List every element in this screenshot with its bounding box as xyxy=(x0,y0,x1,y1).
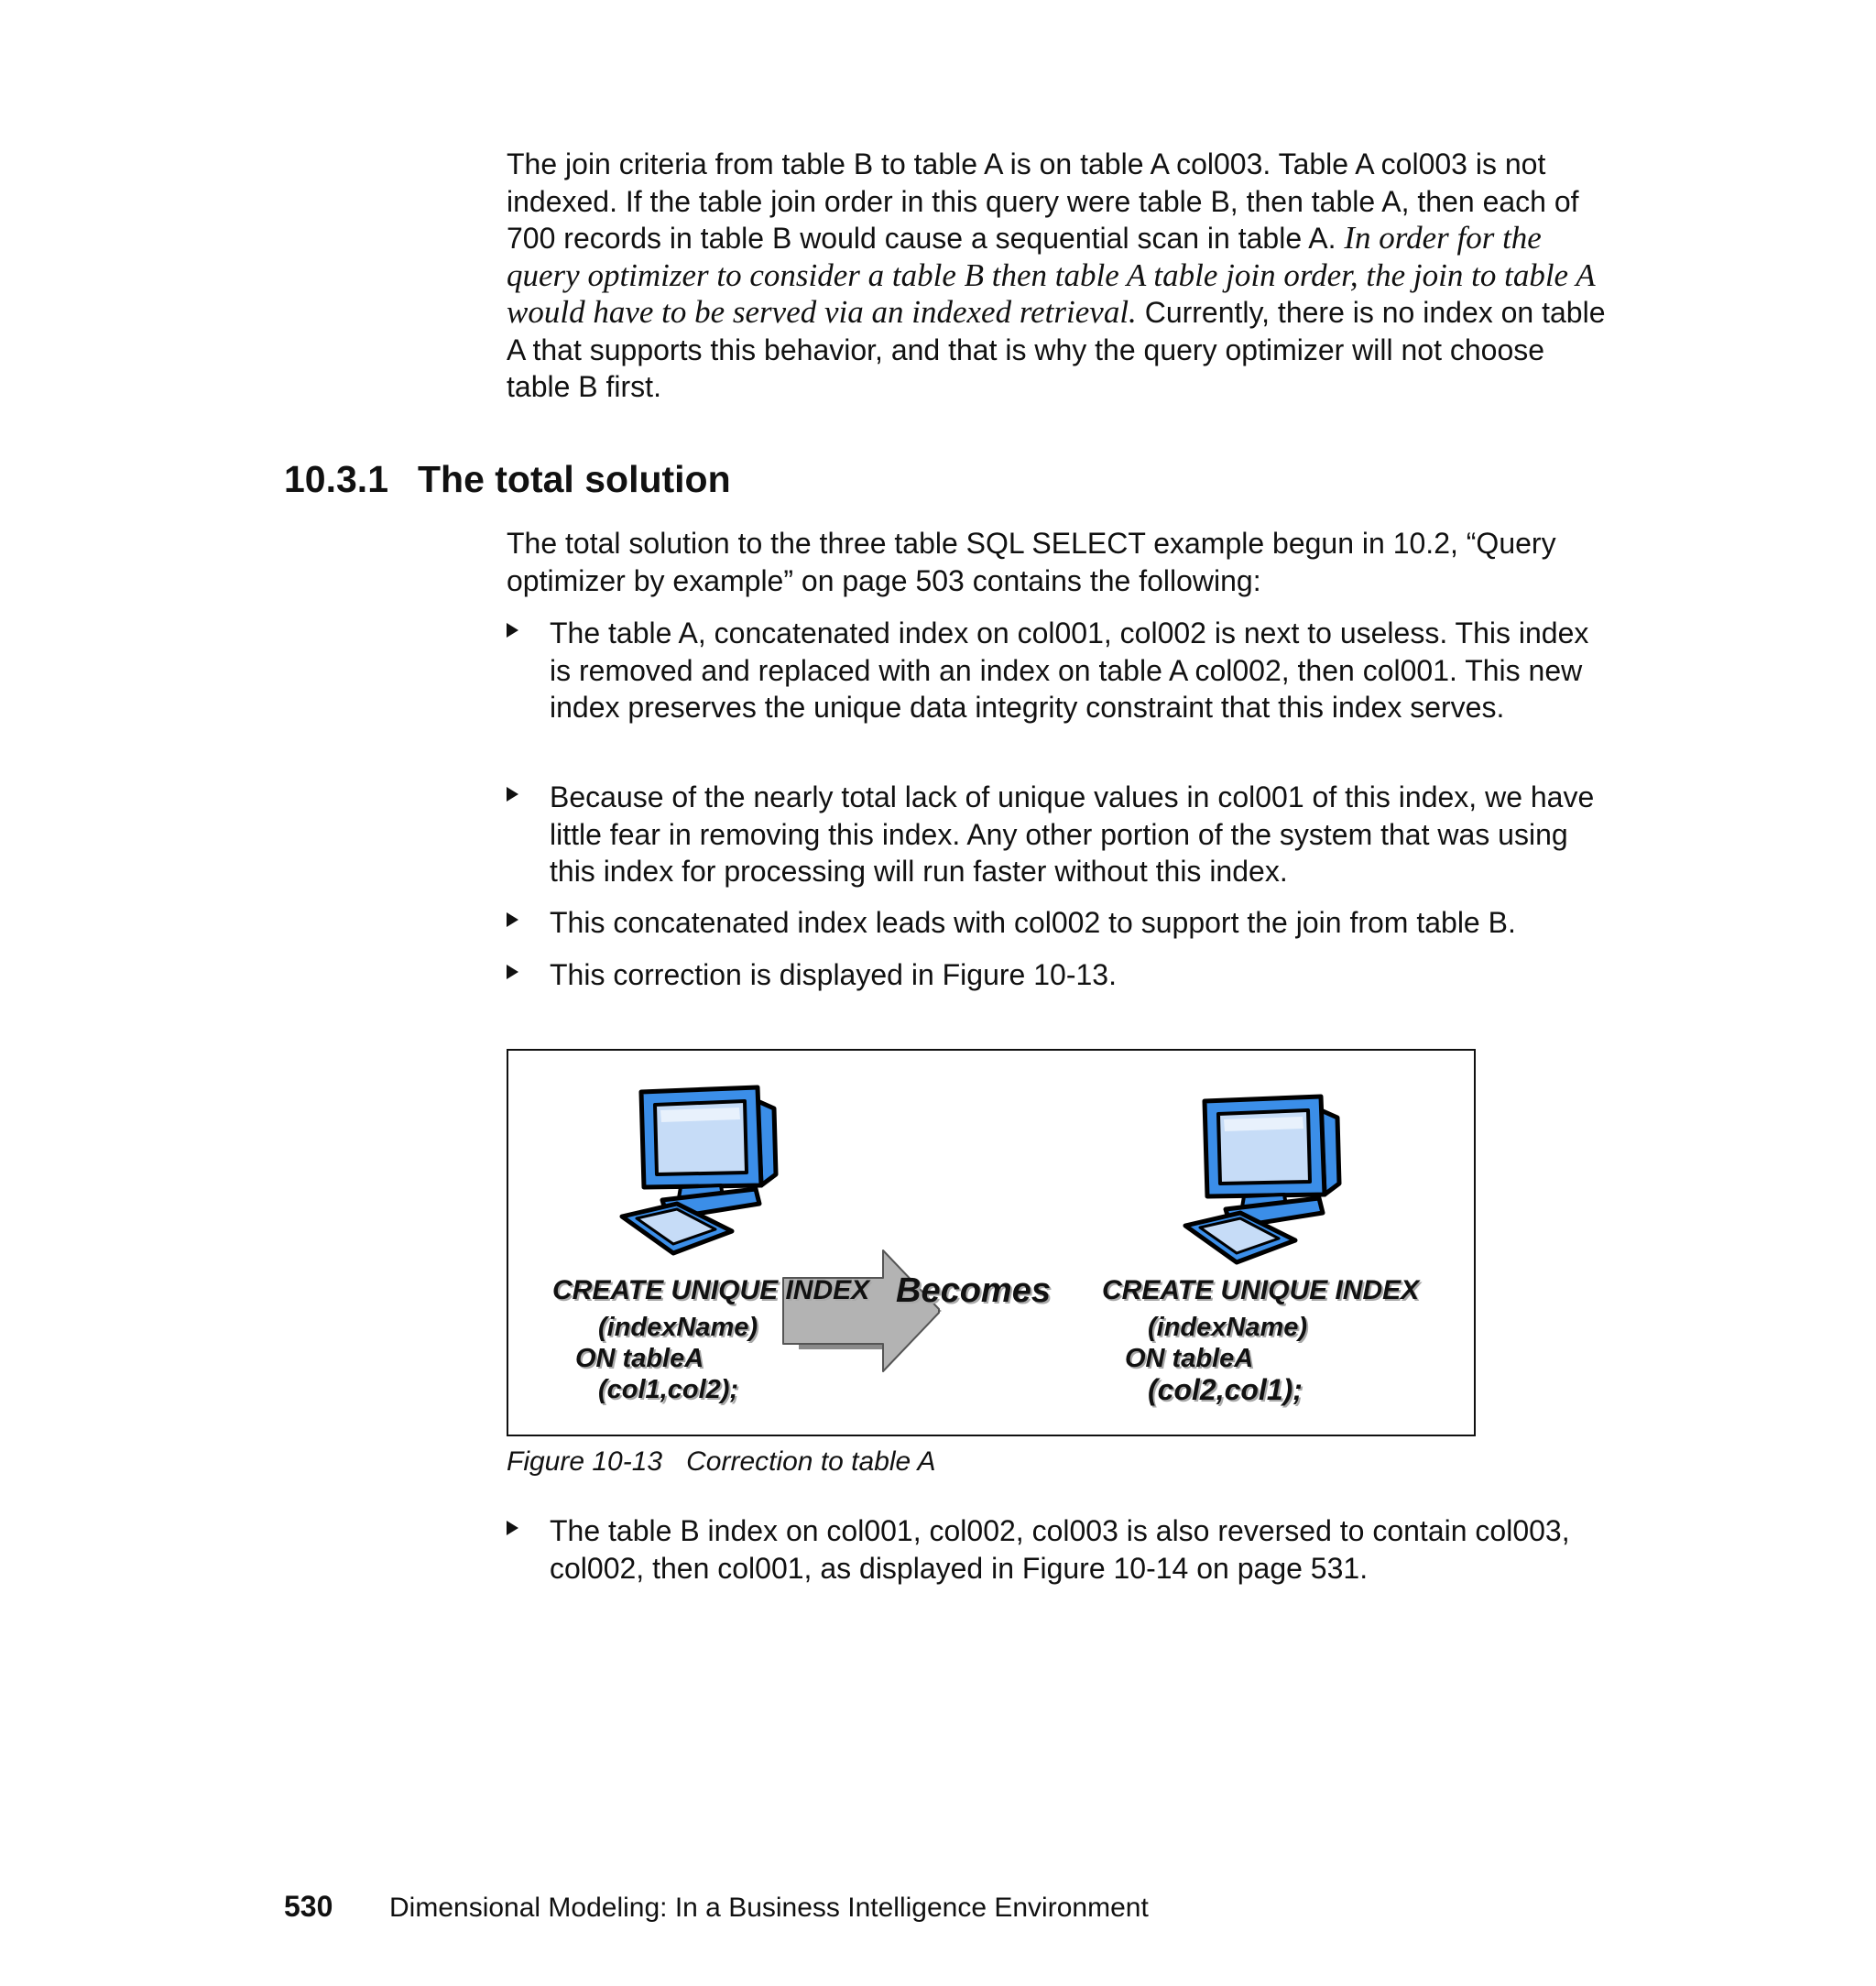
bullet-triangle-icon xyxy=(507,965,518,979)
intro-italic-text: In order for the query optimizer to consider a table B then table A table join order, the join to table A would have to be served via an indexed retrieval. xyxy=(507,220,1595,330)
figure-title: Correction to table A xyxy=(686,1446,936,1477)
list-item-text: The table B index on col001, col002, col003 is also reversed to contain col003, col002, then col001, as displayed in Figure 10-14 on page 531. xyxy=(550,1514,1570,1585)
figure-number: Figure 10-13 xyxy=(507,1446,663,1477)
left-code-line-3: ON tableA xyxy=(575,1344,704,1373)
section-number: 10.3.1 xyxy=(284,458,388,500)
bullet-triangle-icon xyxy=(507,912,518,927)
figure-caption xyxy=(507,1446,935,1478)
bullet-triangle-icon xyxy=(507,1521,518,1535)
computer-icon-right xyxy=(1185,1097,1339,1262)
page-number: 530 xyxy=(284,1890,333,1923)
book-title: Dimensional Modeling: In a Business Intelligence Environment xyxy=(389,1893,1149,1923)
list-item-text: Because of the nearly total lack of unique values in col001 of this index, we have little fear in removing this index. Any other portion of the system that was using this index for processing will run faster without this index. xyxy=(550,780,1595,888)
left-code-line-2: (indexName) xyxy=(598,1313,758,1342)
intro-text-1: The join criteria from table B to table A is on table A col003. Table A col003 is not indexed. If the table join order in this query were table B, then table A, then each of 700 records in table B would cause a sequential scan in table A. xyxy=(507,147,1579,255)
intro-paragraph xyxy=(507,146,1606,406)
computer-icon-left xyxy=(622,1087,776,1253)
right-code-line-2: (indexName) xyxy=(1148,1313,1308,1342)
figure-10-13 xyxy=(507,1049,1476,1436)
arrow-label: Becomes xyxy=(896,1271,1051,1310)
list-item xyxy=(507,956,1606,994)
list-item xyxy=(507,904,1606,942)
left-code-line-4: (col1,col2); xyxy=(598,1375,739,1404)
left-code-line-1: CREATE UNIQUE INDEX xyxy=(552,1275,870,1305)
bullet-triangle-icon xyxy=(507,623,518,638)
list-item-text: The table A, concatenated index on col001, col002 is next to useless. This index is removed and replaced with an index on table A col002, then col001. This new index preserves the unique data integrity constraint that this index serves. xyxy=(550,617,1589,724)
right-code-line-3: ON tableA xyxy=(1125,1344,1254,1373)
intro-text-2: Currently, there is no index on table A that supports this behavior, and that is why the query optimizer will not choose table B first. xyxy=(507,296,1606,403)
section-heading xyxy=(284,458,731,501)
list-item xyxy=(507,779,1606,890)
list-item-text: This correction is displayed in Figure 10-13. xyxy=(550,958,1117,991)
list-item xyxy=(507,1512,1606,1587)
list-item-text: This concatenated index leads with col002 to support the join from table B. xyxy=(550,906,1516,939)
bullet-triangle-icon xyxy=(507,787,518,802)
solution-paragraph: The total solution to the three table SQL SELECT example begun in 10.2, “Query optimizer by example” on page 503 contains the following: xyxy=(507,527,1556,597)
becomes-arrow-icon xyxy=(783,1250,939,1371)
right-code-line-1: CREATE UNIQUE INDEX xyxy=(1102,1275,1420,1305)
list-item xyxy=(507,615,1606,726)
right-code-line-4: (col2,col1); xyxy=(1148,1373,1303,1406)
section-title: The total solution xyxy=(418,458,731,500)
page-footer xyxy=(284,1890,1149,1924)
